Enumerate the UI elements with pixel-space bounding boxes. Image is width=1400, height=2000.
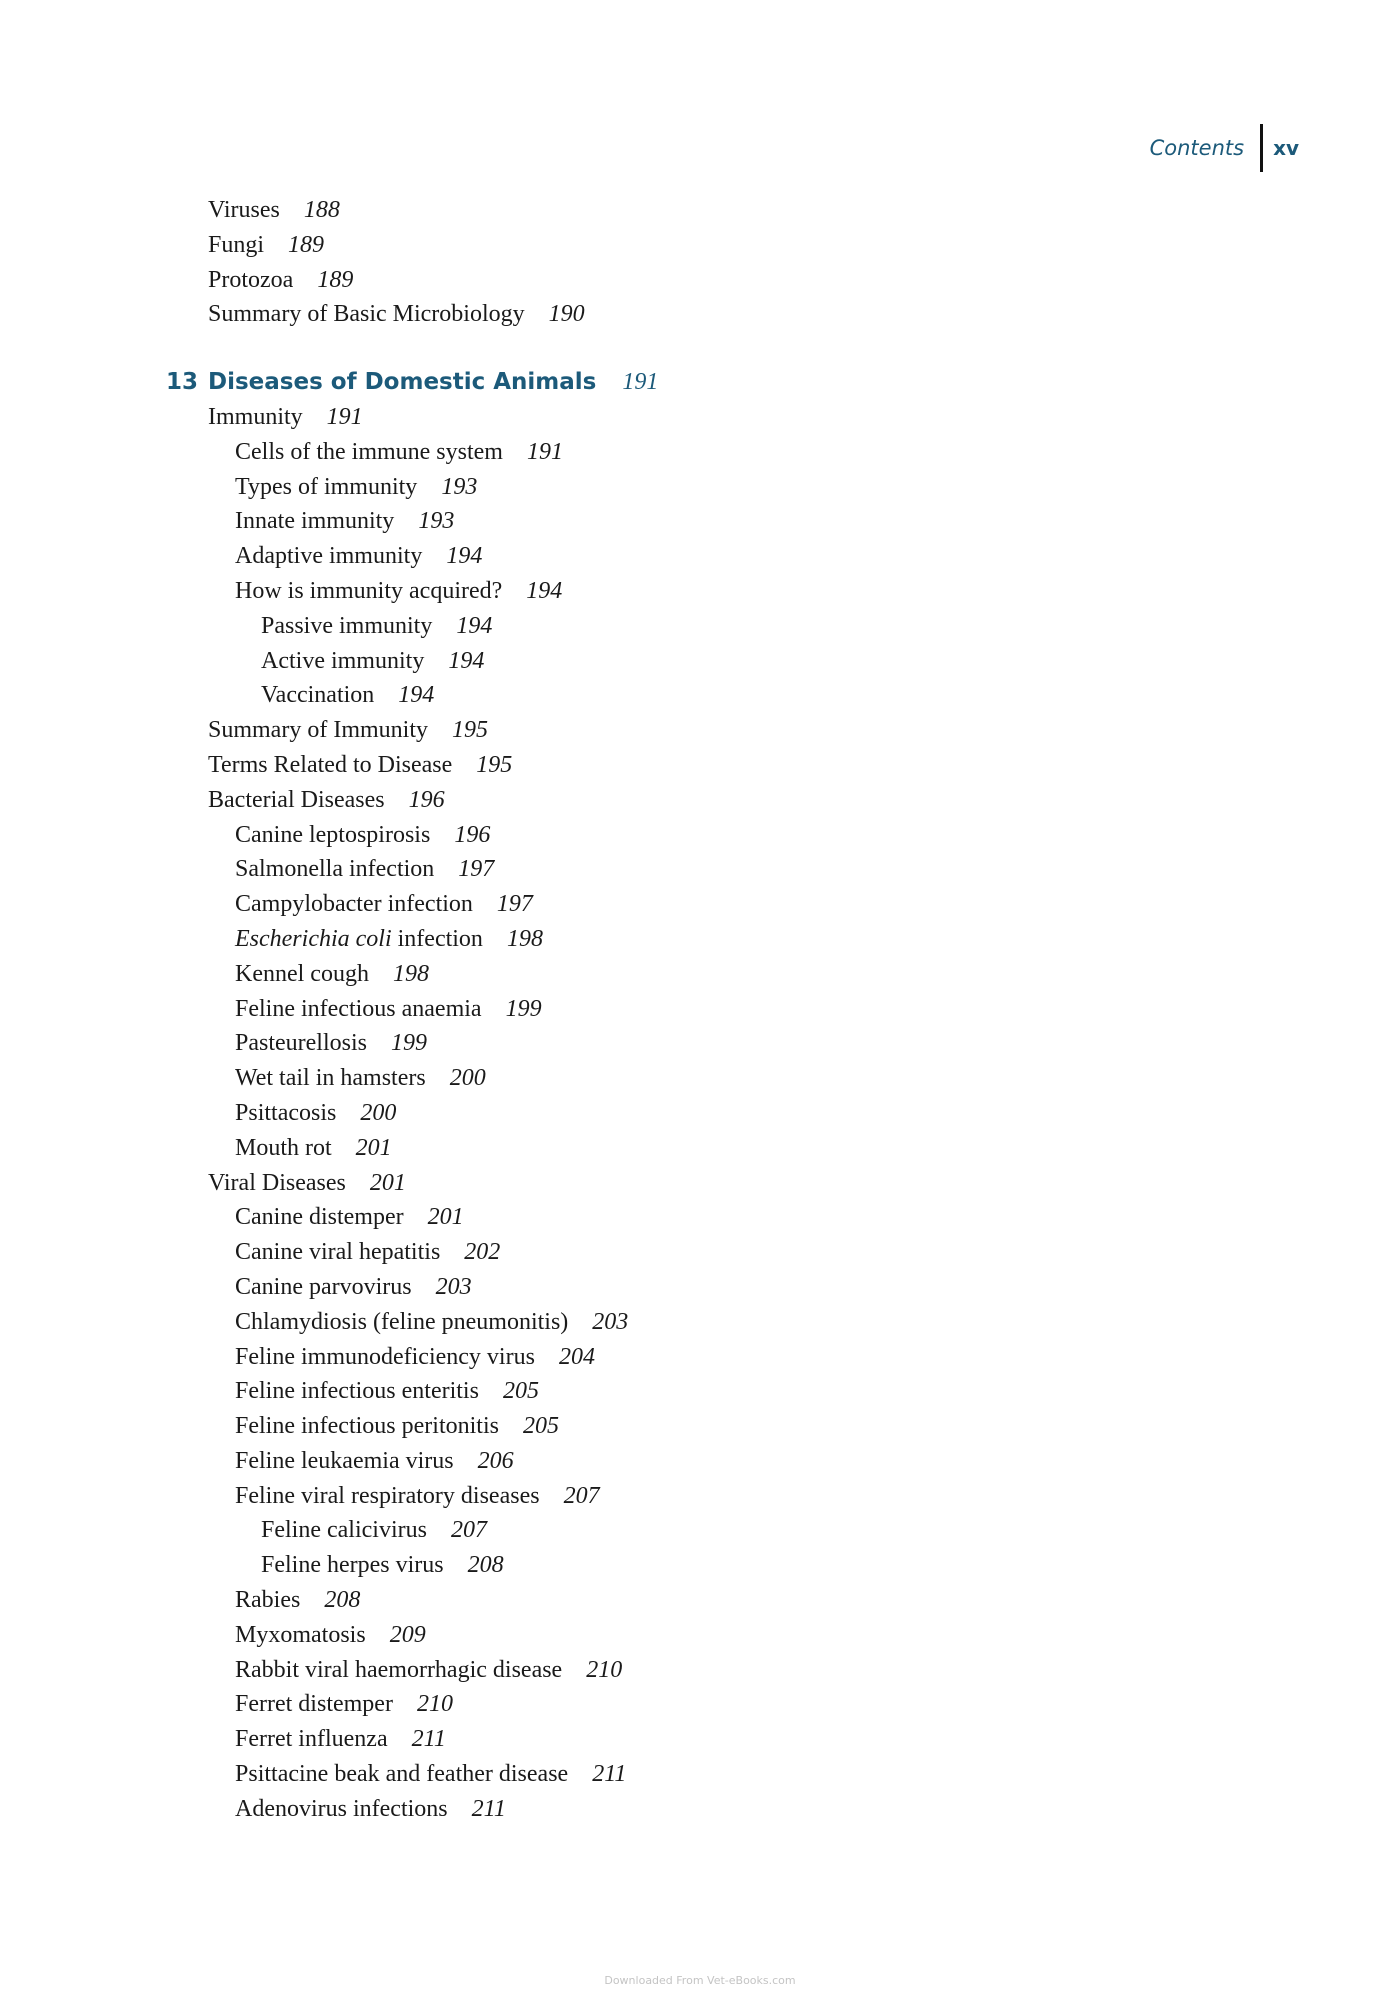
toc-entry[interactable] [0,1305,1400,1340]
toc-entry[interactable] [0,887,1400,922]
toc-entry-title: Psittacosis [235,1099,337,1126]
toc-entry-page: 199 [391,1030,427,1057]
toc-entry-title: Adenovirus infections [235,1795,448,1822]
toc-entry-page: 190 [548,301,585,328]
toc-entry-title: infection [391,925,483,952]
toc-entry-title: Feline herpes virus [261,1552,444,1579]
toc-entry-page: 198 [392,960,429,987]
toc-entry[interactable] [0,1479,1400,1514]
toc-entry-page: 202 [464,1239,501,1266]
toc-entry[interactable] [0,470,1400,505]
running-head [1150,124,1299,172]
toc-entry-title: Immunity [208,403,303,430]
toc-entry-title: Canine parvovirus [235,1273,412,1300]
toc-entry[interactable] [0,713,1400,748]
toc-entry[interactable] [0,1270,1400,1305]
toc-entry-page: 193 [418,508,455,535]
toc-entry[interactable] [0,1026,1400,1061]
toc-entry-title: Canine viral hepatitis [235,1239,441,1266]
toc-entry-title: Rabbit viral haemorrhagic disease [235,1656,563,1683]
toc-entry-page: 197 [496,891,533,918]
toc-entry[interactable] [0,1513,1400,1548]
toc-entry[interactable] [0,748,1400,783]
toc-entry-title: Adaptive immunity [235,543,423,570]
toc-entry-page: 205 [502,1378,539,1405]
toc-entry[interactable] [0,1792,1400,1827]
toc-entry[interactable] [0,193,1400,228]
toc-entry[interactable] [0,1131,1400,1166]
toc-entry-title: Feline infectious peritonitis [235,1413,499,1440]
toc-entry[interactable] [0,1757,1400,1792]
toc-entry[interactable] [0,852,1400,887]
toc-entry-page: 191 [526,438,563,465]
toc-entry[interactable] [0,574,1400,609]
toc-entry-title: Vaccination [261,682,375,709]
toc-entry-title: Chlamydiosis (feline pneumonitis) [235,1308,569,1335]
toc-entry-title: Campylobacter infection [235,891,473,918]
toc-entry-page: 194 [446,543,483,570]
toc-entry-page: 199 [505,995,542,1022]
toc-entry-page: 211 [471,1795,506,1822]
toc-entry-page: 195 [451,717,488,744]
toc-entry-title: Protozoa [208,266,294,293]
toc-entry[interactable] [0,1061,1400,1096]
toc-entry[interactable] [0,922,1400,957]
toc-entry-page: 208 [324,1587,361,1614]
toc-entry-title: Feline infectious enteritis [235,1378,479,1405]
toc-entry[interactable] [0,678,1400,713]
toc-entry-page: 204 [558,1343,595,1370]
toc-entry-page: 189 [317,266,354,293]
section-gap [0,332,1400,365]
toc-entry-title: Summary of Basic Microbiology [208,301,525,328]
toc-entry-title: Types of immunity [235,473,418,500]
chapter-page: 191 [622,369,659,396]
toc-entry-title: Feline leukaemia virus [235,1447,454,1474]
toc-entry-title: Viral Diseases [208,1169,346,1196]
toc-entry-page: 196 [454,821,491,848]
toc-entry[interactable] [0,263,1400,298]
toc-entry[interactable] [0,992,1400,1027]
toc-entry-page: 196 [408,786,445,813]
toc-entry-page: 205 [522,1413,559,1440]
toc-entry-page: 210 [416,1691,453,1718]
toc-entry[interactable] [0,1409,1400,1444]
page-number: xv [1273,136,1299,160]
toc-entry[interactable] [0,504,1400,539]
toc-entry[interactable] [0,400,1400,435]
toc-entry[interactable] [0,644,1400,679]
toc-entry-title: Fungi [208,231,265,258]
toc-entry-page: 207 [450,1517,487,1544]
toc-entry[interactable] [0,297,1400,332]
toc-entry-title: How is immunity acquired? [235,577,503,604]
toc-entry-title: Passive immunity [261,612,433,639]
toc-entry[interactable] [0,1618,1400,1653]
toc-entry[interactable] [0,1096,1400,1131]
toc-entry-page: 206 [477,1447,514,1474]
toc-entry-title: Canine distemper [235,1204,404,1231]
toc-entry-title: Rabies [235,1587,301,1614]
toc-entry[interactable] [0,609,1400,644]
toc-entry-title: Ferret distemper [235,1691,393,1718]
toc-entry-title: Terms Related to Disease [208,751,453,778]
toc-entry-title: Feline calicivirus [261,1517,427,1544]
table-of-contents [0,193,1400,1827]
toc-entry[interactable] [0,1166,1400,1201]
toc-entry-page: 193 [441,473,478,500]
toc-entry[interactable] [0,435,1400,470]
toc-entry-title: Innate immunity [235,508,395,535]
toc-entry[interactable] [0,1235,1400,1270]
toc-entry-page: 209 [389,1621,426,1648]
toc-entry-page: 189 [288,231,325,258]
toc-entry-title: Mouth rot [235,1134,332,1161]
toc-entry[interactable] [0,783,1400,818]
toc-entry-page: 194 [456,612,493,639]
toc-entry-title: Canine leptospirosis [235,821,431,848]
toc-entry-title: Ferret influenza [235,1726,388,1753]
toc-entry-page: 200 [360,1099,397,1126]
toc-entry-page: 188 [303,197,340,223]
toc-entry[interactable] [0,1374,1400,1409]
toc-entry-title: Feline infectious anaemia [235,995,482,1022]
toc-entry-page: 194 [526,577,563,604]
toc-entry-title: Pasteurellosis [235,1030,367,1057]
toc-entry[interactable] [0,818,1400,853]
toc-entry-title: Psittacine beak and feather disease [235,1761,569,1788]
toc-entry-page: 200 [449,1065,486,1092]
toc-entry-title: Feline viral respiratory diseases [235,1482,540,1509]
toc-entry-title: Cells of the immune system [235,438,503,465]
toc-entry-title: Wet tail in hamsters [235,1065,426,1092]
chapter-title-text: Diseases of Domestic Animals [208,369,597,396]
toc-entry-page: 203 [592,1308,629,1335]
toc-entry[interactable] [0,1687,1400,1722]
toc-entry[interactable] [0,539,1400,574]
toc-entry-page: 197 [458,856,495,883]
toc-entry-title: Myxomatosis [235,1621,366,1648]
toc-entry-page: 194 [398,682,435,709]
toc-entry[interactable] [0,1583,1400,1618]
toc-entry-title: Summary of Immunity [208,717,428,744]
toc-entry[interactable] [0,1444,1400,1479]
download-footer: Downloaded From Vet-eBooks.com [604,1974,796,1987]
chapter-title [208,365,658,400]
toc-entry-title: Bacterial Diseases [208,786,385,813]
toc-entry-page: 211 [411,1726,446,1753]
toc-entry-page: 211 [592,1761,627,1788]
toc-entry-page: 198 [506,925,543,952]
toc-entry[interactable] [0,1653,1400,1688]
toc-entry[interactable] [0,1340,1400,1375]
toc-entry-title: Salmonella infection [235,856,435,883]
toc-entry-page: 194 [448,647,485,674]
chapter-number: 13 [166,369,199,396]
toc-entry[interactable] [0,228,1400,263]
toc-entry-page: 201 [355,1134,392,1161]
toc-entry-page: 195 [476,751,513,778]
toc-entry-title: Active immunity [261,647,425,674]
toc-entry[interactable] [0,957,1400,992]
toc-entry-page: 191 [326,403,363,430]
toc-entry-page: 210 [586,1656,623,1683]
toc-entry-page: 208 [467,1552,504,1579]
toc-entry-title: Feline immunodeficiency virus [235,1343,535,1370]
toc-entry-page: 203 [435,1273,472,1300]
running-head-label: Contents [1149,136,1245,160]
toc-entry-title-italic: Escherichia coli [235,925,392,952]
toc-entry[interactable] [0,1548,1400,1583]
chapter-heading[interactable] [0,365,1400,400]
toc-entry[interactable] [0,1722,1400,1757]
toc-entry-title: Kennel cough [235,960,369,987]
toc-entry-page: 201 [427,1204,464,1231]
toc-entry[interactable] [0,1200,1400,1235]
toc-entry-page: 207 [563,1482,600,1509]
toc-entry-page: 201 [369,1169,406,1196]
toc-entry-title: Viruses [208,197,280,223]
